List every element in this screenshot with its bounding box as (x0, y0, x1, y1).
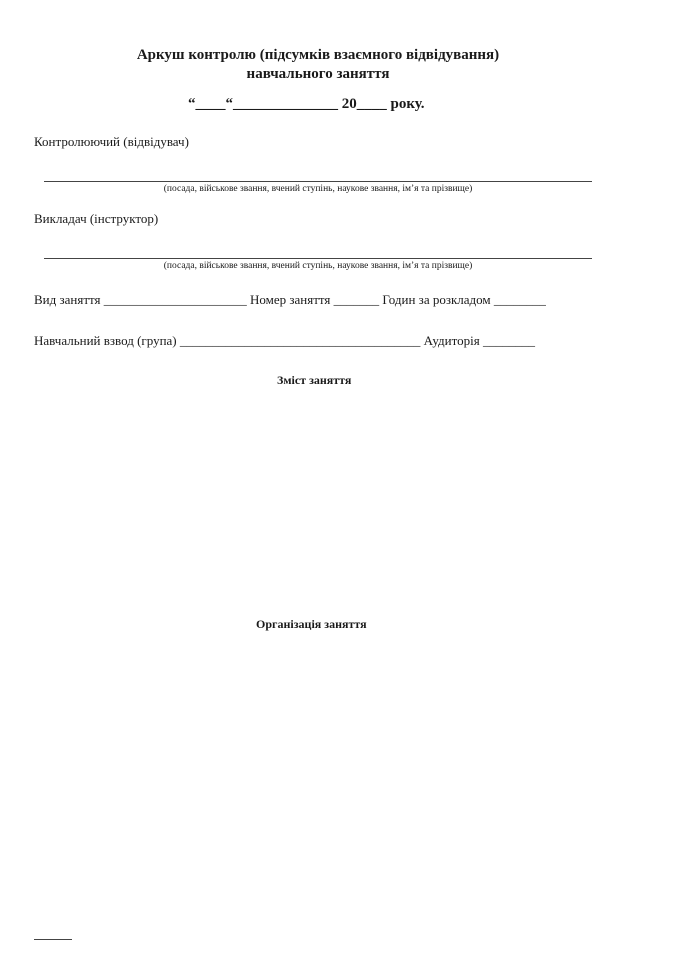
document-title-line2: навчального заняття (246, 66, 390, 82)
controller-fill-line (44, 181, 592, 182)
instructor-fill-line (44, 258, 592, 259)
instructor-caption: (посада, військове звання, вчений ступінь, наукове звання, ім’я та прізвище) (163, 261, 473, 271)
date-line: “____“______________ 20____ року. (188, 96, 425, 112)
organization-heading: Організація заняття (256, 617, 367, 631)
content-heading: Зміст заняття (277, 373, 352, 387)
instructor-label: Викладач (інструктор) (34, 211, 159, 226)
footnote-separator (34, 939, 72, 940)
controller-caption: (посада, військове звання, вчений ступінь, наукове звання, ім’я та прізвище) (163, 184, 473, 194)
platoon-row: Навчальний взвод (група) _____________________________________ Аудиторія ________ (34, 333, 535, 348)
controller-label: Контролюючий (відвідувач) (34, 134, 189, 149)
document-title-line1: Аркуш контролю (підсумків взаємного відвідування) (136, 47, 500, 63)
class-type-row: Вид заняття ______________________ Номер заняття _______ Годин за розкладом ________ (34, 292, 546, 307)
